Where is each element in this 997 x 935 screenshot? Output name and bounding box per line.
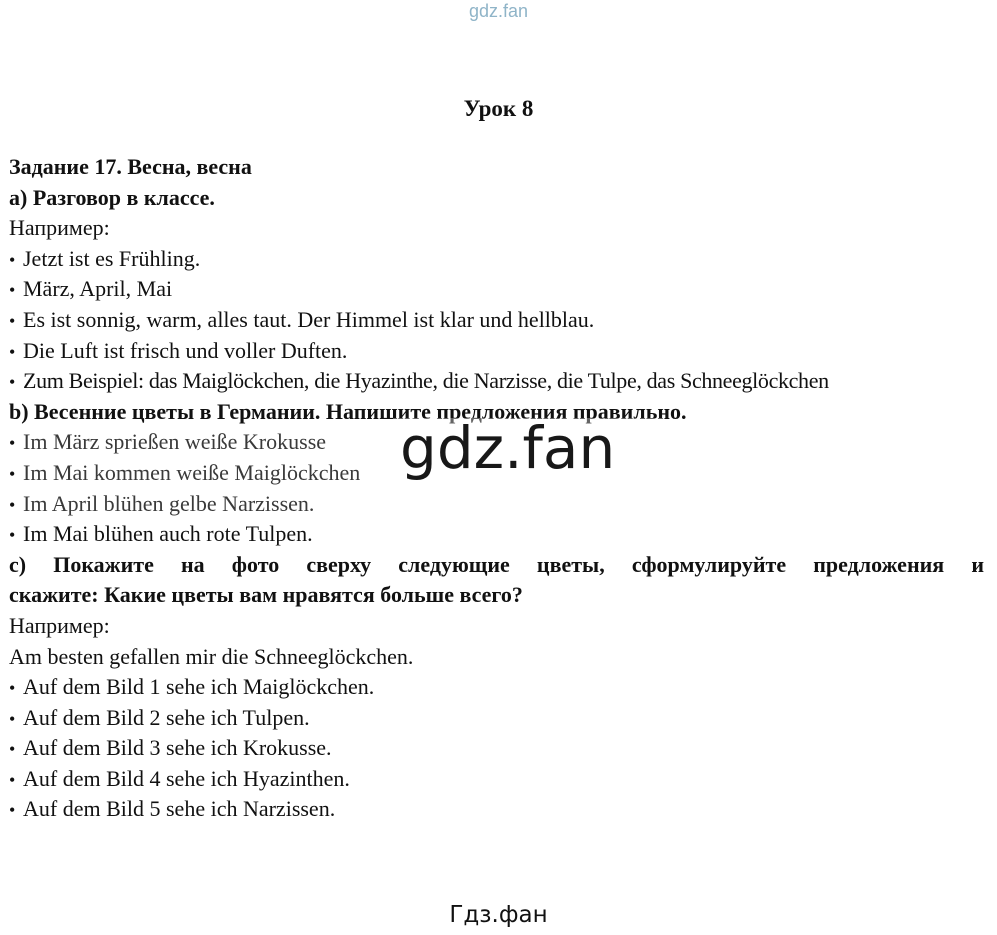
part-c-heading-line1: c) Покажите на фото сверху следующие цветы, сформулируйте предложения и [9,551,984,577]
list-item: • Im März sprießen weiße Krokusse [9,427,984,458]
bullet-icon: • [9,341,16,362]
part-a-example-label: Например: [9,215,110,241]
list-item: • Auf dem Bild 4 sehe ich Hyazinthen. [9,764,984,795]
list-item: • Im April blühen gelbe Narzissen. [9,489,984,520]
bullet-icon: • [9,739,16,760]
part-b-heading: b) Весенние цветы в Германии. Напишите предложения правильно. [9,398,687,424]
list-item: • Auf dem Bild 2 sehe ich Tulpen. [9,703,984,734]
list-item: • Es ist sonnig, warm, alles taut. Der Himmel ist klar und hellblau. [9,305,984,336]
center-watermark: gdz.fan [400,414,616,482]
bullet-icon: • [9,372,15,393]
list-item: • Auf dem Bild 5 sehe ich Narzissen. [9,794,984,825]
part-c-intro: Am besten gefallen mir die Schneeglöckchen. [9,643,414,669]
task-heading: Задание 17. Весна, весна [9,154,252,179]
list-item: • Die Luft ist frisch und voller Duften. [9,336,984,367]
bullet-icon: • [9,525,16,546]
bullet-icon: • [9,494,16,515]
list-item: • Zum Beispiel: das Maiglöckchen, die Hyazinthe, die Narzisse, die Tulpe, das Schneeglöckchen [9,366,984,397]
part-a-heading: a) Разговор в классе. [9,184,215,210]
bullet-icon: • [9,678,16,699]
bullet-icon: • [9,769,16,790]
part-c-heading-line2: скажите: Какие цветы вам нравятся больше всего? [9,582,523,608]
list-item: • Jetzt ist es Frühling. [9,244,984,275]
list-item: • März, April, Mai [9,274,984,305]
bullet-icon: • [9,708,16,729]
lesson-title: Урок 8 [463,96,534,121]
bullet-icon: • [9,249,16,270]
bullet-icon: • [9,280,16,301]
list-item: • Auf dem Bild 3 sehe ich Krokusse. [9,733,984,764]
list-item: • Auf dem Bild 1 sehe ich Maiglöckchen. [9,672,984,703]
bullet-icon: • [9,800,16,821]
bullet-icon: • [9,310,16,331]
bullet-icon: • [9,463,16,484]
top-watermark: gdz.fan [468,1,529,21]
bottom-site-label: Гдз.фан [449,902,548,928]
list-item: • Im Mai blühen auch rote Tulpen. [9,519,984,550]
list-item: • Im Mai kommen weiße Maiglöckchen [9,458,984,489]
part-c-example-label: Например: [9,612,110,638]
bullet-icon: • [9,433,16,454]
